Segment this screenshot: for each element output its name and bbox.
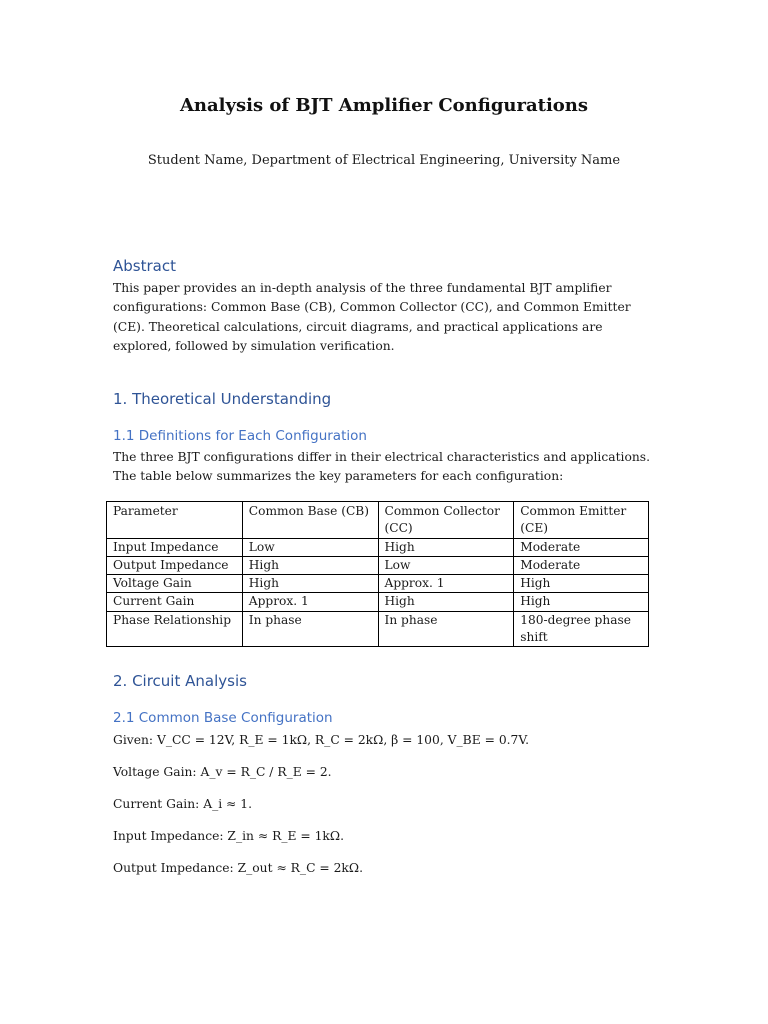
abstract-text: This paper provides an in-depth analysis of the three fundamental BJT amplifier configurations: Common Base (CB), Common Collector (CC), and Common Emitter (CE). Theoretical calculations, circuit diagrams, and practical applications are explored, followed by simulation verification. [113, 281, 631, 353]
table-cell: Current Gain [107, 593, 243, 611]
table-header-row [107, 502, 649, 539]
table-cell: Phase Relationship [107, 611, 243, 647]
table-cell: Approx. 1 [242, 593, 378, 611]
table-row [107, 593, 649, 611]
table-cell: Input Impedance [107, 538, 243, 556]
table-row [107, 556, 649, 574]
table-cell: High [514, 593, 649, 611]
table-cell: Output Impedance [107, 556, 243, 574]
table-cell: High [242, 556, 378, 574]
author-line: Student Name, Department of Electrical Engineering, University Name [147, 153, 621, 168]
current-gain-line: Current Gain: A_i ≈ 1. [113, 797, 253, 811]
table-header-cell: Common Collector (CC) [378, 502, 514, 539]
parameters-table [106, 501, 649, 647]
table-cell: High [514, 575, 649, 593]
given-values: Given: V_CC = 12V, R_E = 1kΩ, R_C = 2kΩ, β = 100, V_BE = 0.7V. [113, 733, 530, 747]
voltage-gain-line: Voltage Gain: A_v = R_C / R_E = 2. [113, 765, 332, 779]
output-impedance-line: Output Impedance: Z_out ≈ R_C = 2kΩ. [113, 861, 363, 875]
table-cell: High [242, 575, 378, 593]
table-header-cell: Common Base (CB) [242, 502, 378, 539]
table-cell: 180-degree phase shift [514, 611, 649, 647]
table-cell: Approx. 1 [378, 575, 514, 593]
table-row [107, 575, 649, 593]
section-1-1-heading: 1.1 Definitions for Each Configuration [113, 428, 367, 444]
section-1-heading: 1. Theoretical Understanding [113, 390, 332, 408]
input-impedance-line: Input Impedance: Z_in ≈ R_E = 1kΩ. [113, 829, 344, 843]
document-title: Analysis of BJT Amplifier Configurations [179, 95, 589, 116]
table-cell: Low [378, 556, 514, 574]
table-header-cell: Common Emitter (CE) [514, 502, 649, 539]
section-1-1-text: The three BJT configurations differ in their electrical characteristics and applications. The table below summarizes the key parameters for each configuration: [113, 450, 650, 484]
table-cell: Moderate [514, 556, 649, 574]
table-cell: In phase [242, 611, 378, 647]
table-cell: High [378, 593, 514, 611]
abstract-heading: Abstract [113, 257, 176, 275]
table-cell: Voltage Gain [107, 575, 243, 593]
table-row [107, 611, 649, 647]
section-2-1-heading: 2.1 Common Base Configuration [113, 710, 333, 726]
table-header-cell: Parameter [107, 502, 243, 539]
table-cell: Low [242, 538, 378, 556]
table-row [107, 538, 649, 556]
section-2-heading: 2. Circuit Analysis [113, 672, 247, 690]
table-cell: Moderate [514, 538, 649, 556]
table-cell: In phase [378, 611, 514, 647]
table-cell: High [378, 538, 514, 556]
